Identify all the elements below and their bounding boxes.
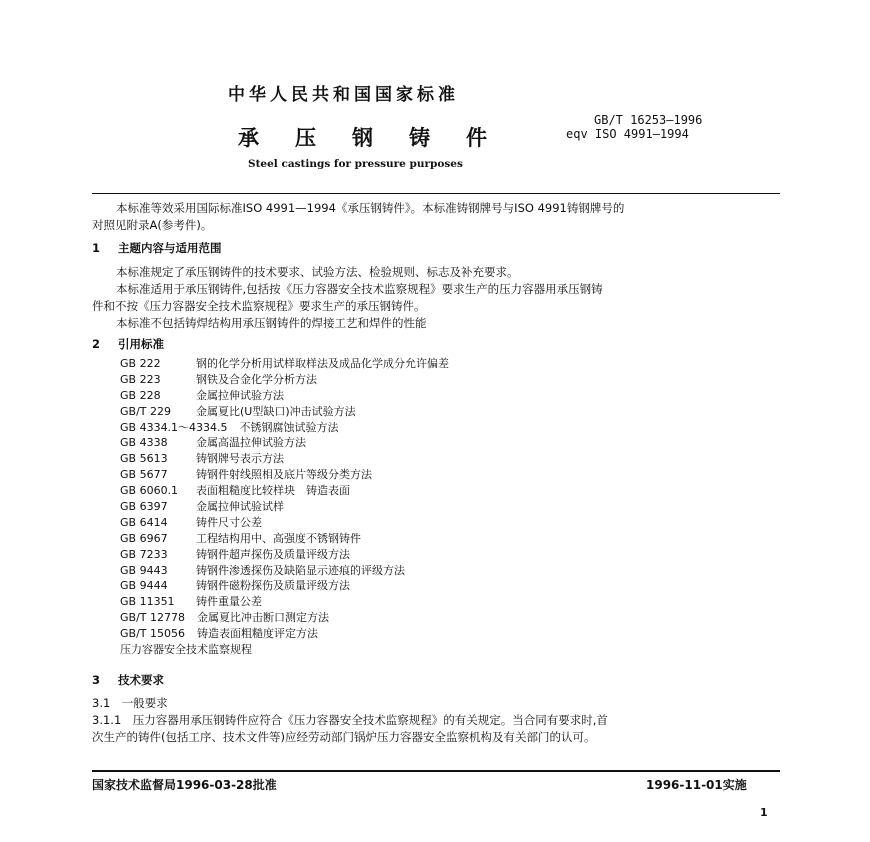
reference-title: 钢的化学分析用试样取样法及成品化学成分允许偏差: [196, 357, 449, 370]
reference-code: GB 9444: [120, 579, 168, 593]
section-3-number: 3: [92, 673, 101, 687]
reference-code: GB 228: [120, 388, 161, 402]
reference-item: [120, 356, 680, 372]
reference-title: 铸件重量公差: [196, 595, 262, 609]
reference-code: GB 9443: [120, 563, 168, 577]
reference-title: 铸钢件渗透探伤及缺陷显示迹痕的评级方法: [196, 563, 405, 577]
reference-item: [120, 515, 680, 531]
reference-title: 铸钢牌号表示方法: [196, 452, 284, 466]
reference-item: [120, 531, 680, 547]
reference-code: GB 7233: [120, 547, 168, 561]
reference-title: 铸钢件磁粉探伤及质量评级方法: [196, 579, 350, 593]
subsection-3-1-1-line-2: 次生产的铸件(包括工序、技术文件等)应经劳动部门锅炉压力容器安全监察机构及有关部门的认可。: [92, 730, 596, 744]
intro-line-2: 对照见附录A(参考件)。: [92, 218, 213, 232]
section-1-title: 主题内容与适用范围: [118, 241, 222, 255]
reference-code: GB 5677: [120, 468, 168, 482]
reference-code: GB 4334.1～4334.5: [120, 420, 228, 434]
reference-item: [120, 483, 680, 499]
standard-code: GB/T 16253—1996: [594, 113, 703, 127]
reference-item: [120, 642, 680, 658]
section-3-title: 技术要求: [118, 673, 165, 687]
reference-code: GB 6060.1: [120, 484, 179, 498]
reference-code: GB 6397: [120, 500, 168, 514]
reference-title: 钢铁及合金化学分析方法: [196, 372, 317, 386]
standard-code-block: [566, 113, 766, 141]
reference-item: [120, 594, 680, 610]
reference-code: GB 4338: [120, 436, 168, 450]
reference-title: 压力容器安全技术监察规程: [120, 643, 252, 657]
reference-item: [120, 626, 680, 642]
reference-title: 表面粗糙度比较样块 铸造表面: [196, 484, 350, 498]
section-1-heading: [92, 240, 222, 256]
reference-title: 金属夏比冲击断口测定方法: [197, 611, 329, 625]
reference-code: GB/T 15056: [120, 627, 185, 641]
section-1-number: 1: [92, 241, 101, 255]
referenced-standards-list: [120, 356, 680, 658]
reference-item: [120, 563, 680, 579]
reference-title: 工程结构用中、高强度不锈钢铸件: [196, 531, 361, 545]
intro-line-1: 本标准等效采用国际标准ISO 4991—1994《承压钢铸件》。本标准铸钢牌号与ISO 4991铸钢牌号的: [116, 201, 625, 215]
reference-item: [120, 388, 680, 404]
reference-item: [120, 467, 680, 483]
section-1-body: [92, 264, 780, 332]
reference-code: GB/T 229: [120, 404, 171, 418]
reference-code: GB 223: [120, 372, 161, 386]
equivalent-iso-code: eqv ISO 4991—1994: [566, 127, 689, 141]
section-1-paragraph-2-line-1: 本标准适用于承压钢铸件,包括按《压力容器安全技术监察规程》要求生产的压力容器用承压钢铸: [116, 282, 603, 296]
page-number: 1: [760, 806, 768, 819]
reference-title: 金属拉伸试验试样: [196, 500, 284, 514]
reference-title: 不锈钢腐蚀试验方法: [239, 420, 339, 434]
english-title: Steel castings for pressure purposes: [248, 158, 463, 170]
section-1-paragraph-1: 本标准规定了承压钢铸件的技术要求、试验方法、检验规则、标志及补充要求。: [116, 265, 519, 279]
section-3-body: [92, 695, 780, 746]
reference-item: [120, 610, 680, 626]
intro-paragraph: [92, 200, 780, 234]
reference-item: [120, 499, 680, 515]
section-2-title: 引用标准: [118, 337, 165, 351]
footer-divider: [92, 770, 780, 772]
national-standard-heading: 中华人民共和国国家标准: [228, 85, 459, 105]
reference-title: 铸钢件射线照相及底片等级分类方法: [196, 468, 372, 482]
effective-date: 1996-11-01实施: [646, 778, 747, 792]
reference-item: [120, 578, 680, 594]
header-divider: [92, 193, 780, 194]
reference-title: 金属夏比(U型缺口)冲击试验方法: [196, 404, 356, 418]
reference-title: 金属拉伸试验方法: [196, 388, 284, 402]
reference-item: [120, 451, 680, 467]
standard-title: 承压钢铸件: [238, 126, 523, 150]
reference-code: GB 6414: [120, 515, 168, 529]
subsection-3-1-1-line-1: 3.1.1 压力容器用承压钢铸件应符合《压力容器安全技术监察规程》的有关规定。当合同有要求时,首: [92, 713, 608, 727]
reference-title: 铸件尺寸公差: [196, 515, 262, 529]
section-2-number: 2: [92, 337, 101, 351]
reference-item: [120, 372, 680, 388]
section-2-heading: [92, 336, 164, 352]
section-1-paragraph-2-line-2: 件和不按《压力容器安全技术监察规程》要求生产的承压钢铸件。: [92, 299, 426, 313]
reference-code: GB 5613: [120, 452, 168, 466]
subsection-3-1: 3.1 一般要求: [92, 696, 168, 710]
reference-code: GB 6967: [120, 531, 168, 545]
reference-item: [120, 420, 680, 436]
reference-code: GB 11351: [120, 595, 175, 609]
reference-code: GB/T 12778: [120, 611, 185, 625]
reference-code: GB 222: [120, 357, 161, 370]
reference-title: 铸造表面粗糙度评定方法: [197, 627, 318, 641]
section-3-heading: [92, 672, 164, 688]
reference-item: [120, 547, 680, 563]
reference-title: 铸钢件超声探伤及质量评级方法: [196, 547, 350, 561]
reference-title: 金属高温拉伸试验方法: [196, 436, 306, 450]
approval-date: 国家技术监督局1996-03-28批准: [92, 778, 277, 792]
reference-item: [120, 435, 680, 451]
reference-item: [120, 404, 680, 420]
section-1-paragraph-3: 本标准不包括铸焊结构用承压钢铸件的焊接工艺和焊件的性能: [116, 316, 427, 330]
